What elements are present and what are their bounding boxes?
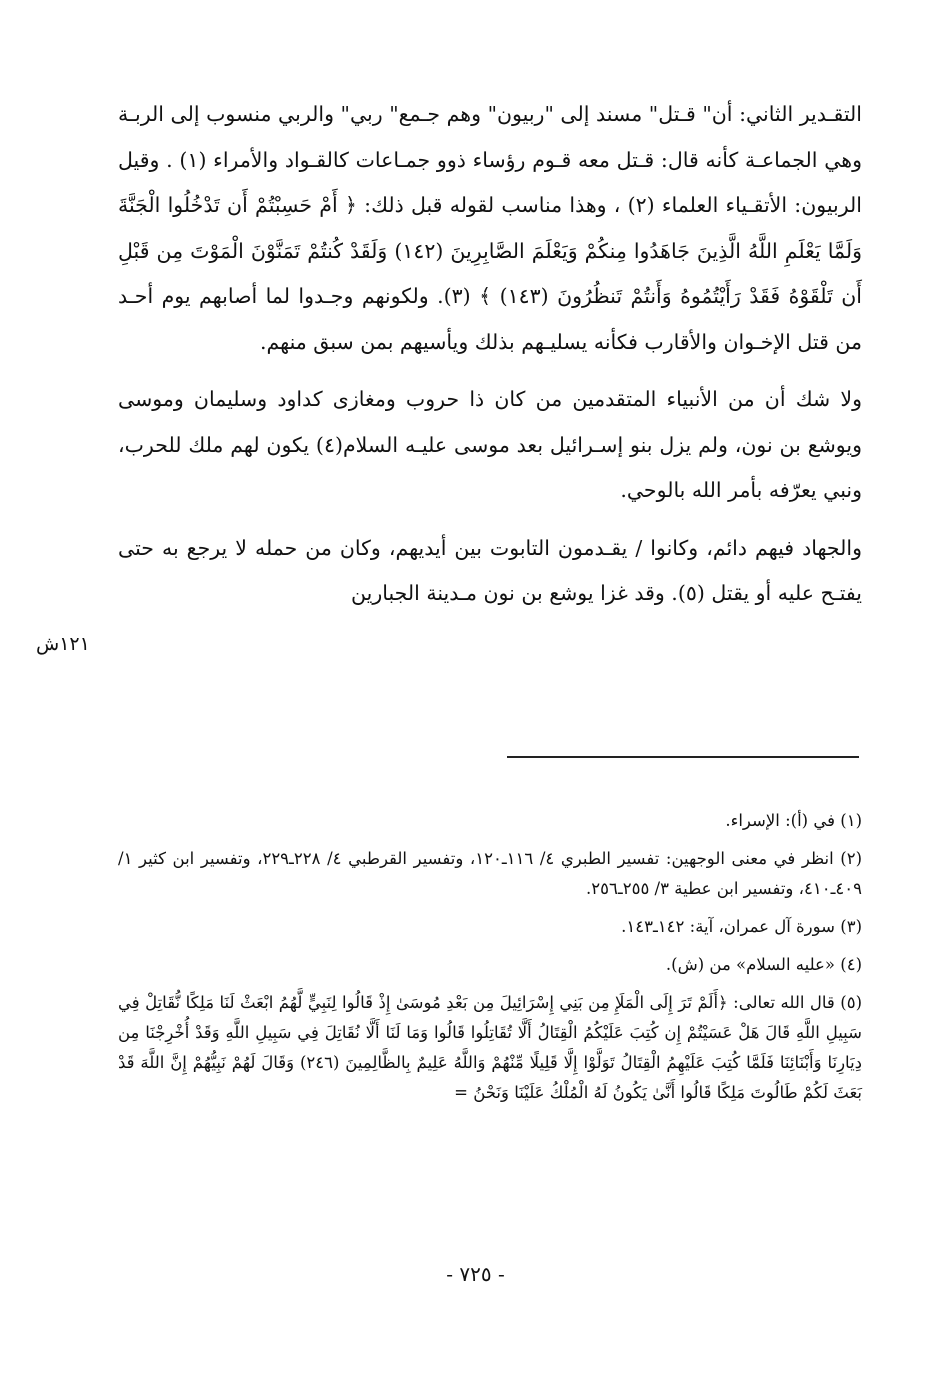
footnote-2: (٢) انظر في معنى الوجهين: تفسير الطبري ٤/ ١١٦ـ١٢٠، وتفسير القرطبي ٤/ ٢٢٨ـ٢٢٩، وتفسير ابن كثير ١/ ٤٠٩ـ٤١٠، وتفسير ابن عطية ٣/ ٢٥٥ـ٢٥٦. xyxy=(118,849,862,898)
footnote-1: (١) في (أ): الإسراء. xyxy=(725,811,862,830)
main-text xyxy=(118,92,862,629)
footnote-4: (٤) «عليه السلام» من (ش). xyxy=(665,955,862,974)
paragraph-2: ولا شك أن من الأنبياء المتقدمين من كان ذا حروب ومغازى كداود وسليمان وموسى ويوشع بن نون، ولم يزل بنو إسـرائيل بعد موسى عليـه السلام(٤) يكون لهم ملك للحرب، ونبي يعرّفه بأمر الله بالوحي. xyxy=(118,387,862,502)
footnotes xyxy=(118,806,862,1116)
margin-manuscript-note: ١٢١ش xyxy=(36,633,90,655)
paragraph-1: التقـدير الثاني: أن" قـتل" مسند إلى "ربيون" وهم جـمع" ربي" والربي منسوب إلى الربـة وهي الجماعـة كأنه قال: قـتل معه قـوم رؤساء ذوو جمـاعات كالقـواد والأمراء (١) . وقيل الربيون: الأتقـياء العلماء (٢) ، وهذا مناسب لقوله قبل ذلك: ﴿ أَمْ حَسِبْتُمْ أَن تَدْخُلُوا الْجَنَّةَ وَلَمَّا يَعْلَمِ اللَّهُ الَّذِينَ جَاهَدُوا مِنكُمْ وَيَعْلَمَ الصَّابِرِينَ (١٤٢) وَلَقَدْ كُنتُمْ تَمَنَّوْنَ الْمَوْتَ مِن قَبْلِ أَن تَلْقَوْهُ فَقَدْ رَأَيْتُمُوهُ وَأَنتُمْ تَنظُرُونَ (١٤٣) ﴾ (٣). ولكونهم وجـدوا لما أصابهم يوم أحـد من قتل الإخـوان والأقارب فكأنه يسليـهم بذلك ويأسيهم بمن سبق منهم. xyxy=(118,102,862,354)
paragraph-3: والجهاد فيهم دائم، وكانوا / يقـدمون التابوت بين أيديهم، وكان من حمله لا يرجع به حتى يفتـح عليه أو يقتل (٥). وقد غزا يوشع بن نون مـدينة الجبارين xyxy=(118,535,862,605)
page-number: - ٧٢٥ - xyxy=(446,1262,505,1286)
footnote-3: (٣) سورة آل عمران، آية: ١٤٢ـ١٤٣. xyxy=(621,917,862,936)
footnote-5: (٥) قال الله تعالى: ﴿أَلَمْ تَرَ إِلَى الْمَلَإِ مِن بَنِي إِسْرَائِيلَ مِن بَعْدِ مُوسَىٰ إِذْ قَالُوا لِنَبِيٍّ لَّهُمُ ابْعَثْ لَنَا مَلِكًا نُّقَاتِلْ فِي سَبِيلِ اللَّهِ قَالَ هَلْ عَسَيْتُمْ إِن كُتِبَ عَلَيْكُمُ الْقِتَالُ أَلَّا تُقَاتِلُوا قَالُوا وَمَا لَنَا أَلَّا نُقَاتِلَ فِي سَبِيلِ اللَّهِ وَقَدْ أُخْرِجْنَا مِن دِيَارِنَا وَأَبْنَائِنَا فَلَمَّا كُتِبَ عَلَيْهِمُ الْقِتَالُ تَوَلَّوْا إِلَّا قَلِيلًا مِّنْهُمْ وَاللَّهُ عَلِيمٌ بِالظَّالِمِينَ (٢٤٦) وَقَالَ لَهُمْ نَبِيُّهُمْ إِنَّ اللَّهَ قَدْ بَعَثَ لَكُمْ طَالُوتَ مَلِكًا قَالُوا أَنَّىٰ يَكُونُ لَهُ الْمُلْكُ عَلَيْنَا وَنَحْنُ = xyxy=(118,993,863,1102)
footnote-separator xyxy=(507,756,859,758)
